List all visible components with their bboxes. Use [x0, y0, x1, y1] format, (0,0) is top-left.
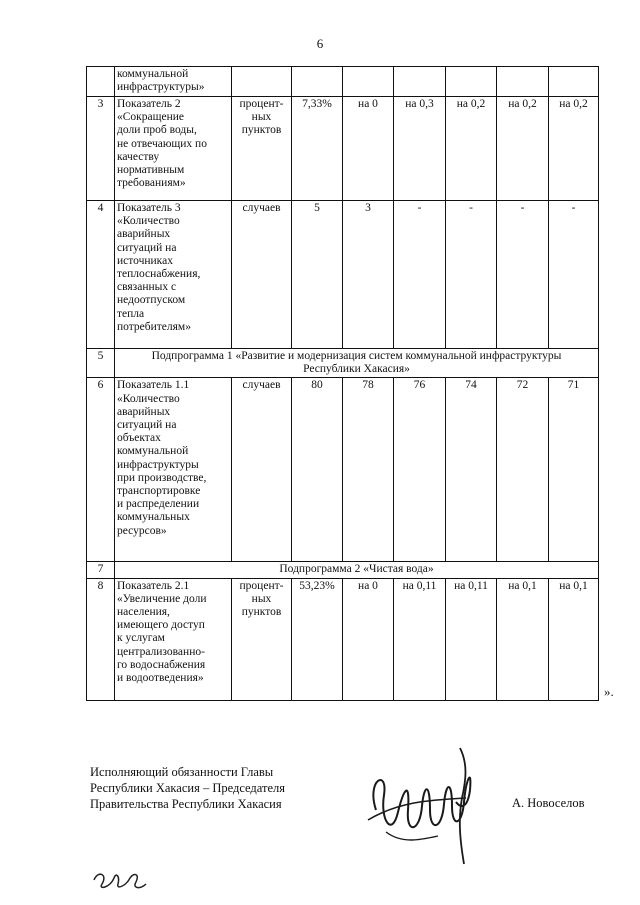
unit-line: ных [251, 592, 272, 605]
value-cell [497, 67, 549, 97]
value-cell: на 0,11 [394, 578, 446, 700]
value-cell: 78 [343, 378, 394, 562]
signer-name: А. Новоселов [512, 796, 585, 810]
unit-line: пунктов [241, 124, 282, 137]
indicator-name-cell [115, 578, 232, 700]
value-cell: 76 [394, 378, 446, 562]
indicator-name-cell [115, 378, 232, 562]
indicator-name-line: тепла [117, 307, 145, 320]
indicator-name-line: населения, [117, 606, 170, 619]
value-cell [446, 67, 497, 97]
subprogram-title-line: Подпрограмма 1 «Развитие и модернизация систем коммунальной инфраструктуры [151, 350, 562, 362]
table-row [87, 67, 599, 97]
table-row [87, 97, 599, 201]
unit-line: случаев [242, 379, 281, 392]
row-number-cell: 6 [87, 378, 115, 562]
indicator-name-line: аварийных [117, 405, 171, 418]
indicator-name-line: инфраструктуры [117, 458, 199, 471]
row-number-cell: 7 [87, 562, 115, 578]
indicator-name-line: коммунальной [117, 445, 189, 458]
value-cell: - [497, 201, 549, 349]
value-cell: 5 [292, 201, 343, 349]
value-cell: на 0,1 [549, 578, 599, 700]
indicator-name-line: объектах [117, 432, 161, 445]
value-cell: - [549, 201, 599, 349]
indicator-name-line: централизованно- [117, 645, 205, 658]
indicator-name-line: при производстве, [117, 471, 207, 484]
value-cell: - [446, 201, 497, 349]
value-cell: 71 [549, 378, 599, 562]
signature-title-block [90, 764, 285, 812]
table-row [87, 578, 599, 700]
indicator-name-line: аварийных [117, 228, 171, 241]
indicator-name-line: транспортировке [117, 485, 201, 498]
value-cell: на 0,11 [446, 578, 497, 700]
row-number-cell: 4 [87, 201, 115, 349]
value-cell: - [394, 201, 446, 349]
indicator-name-line: недоотпуском [117, 294, 186, 307]
indicator-name-line: не отвечающих по [117, 137, 207, 150]
value-cell: 74 [446, 378, 497, 562]
value-cell [394, 67, 446, 97]
value-cell: 3 [343, 201, 394, 349]
indicator-name-line: «Сокращение [117, 111, 184, 124]
indicator-name-line: «Увеличение доли [117, 592, 207, 605]
unit-line: ных [251, 111, 272, 124]
table-row [87, 349, 599, 378]
indicator-name-line: Показатель 1.1 [117, 379, 190, 392]
unit-line: процент- [239, 579, 284, 592]
value-cell [549, 67, 599, 97]
indicator-name-cell [115, 201, 232, 349]
value-cell [292, 67, 343, 97]
unit-line: случаев [242, 202, 281, 214]
subprogram-title-line: Республики Хакасия» [303, 363, 410, 376]
value-cell: 53,23% [292, 578, 343, 700]
table-row [87, 201, 599, 349]
value-cell: на 0,2 [497, 97, 549, 201]
indicator-name-line: Показатель 2 [117, 98, 181, 110]
page-number: 6 [316, 36, 324, 51]
subprogram-title-cell [115, 349, 599, 378]
indicator-name-line: Показатель 2.1 [117, 579, 190, 592]
indicator-name-line: ситуаций на [117, 419, 177, 432]
row-number-cell: 5 [87, 349, 115, 378]
table-row [87, 378, 599, 562]
indicator-name-line: коммунальных [117, 511, 190, 524]
value-cell: 7,33% [292, 97, 343, 201]
indicator-name-line: нормативным [117, 164, 185, 177]
subprogram-title-cell [115, 562, 599, 578]
row-number-cell [87, 67, 115, 97]
value-cell: 72 [497, 378, 549, 562]
indicator-name-line: го водоснабжения [117, 658, 206, 671]
unit-line: процент- [239, 98, 284, 110]
subprogram-title-line: Подпрограмма 2 «Чистая вода» [279, 563, 434, 576]
handwritten-initials [90, 866, 150, 894]
handwritten-signature [358, 740, 508, 870]
indicator-name-line: «Количество [117, 215, 180, 228]
indicator-name-line: потребителям» [117, 320, 191, 333]
table-row [87, 562, 599, 578]
unit-cell [232, 201, 292, 349]
value-cell: на 0 [343, 97, 394, 201]
closing-quote: ». [604, 684, 614, 699]
unit-cell [232, 97, 292, 201]
indicator-name-line: связанных с [117, 281, 177, 294]
unit-line: пунктов [241, 606, 282, 619]
indicator-name-line: качеству [117, 150, 160, 163]
value-cell: на 0,3 [394, 97, 446, 201]
value-cell: на 0,1 [497, 578, 549, 700]
indicator-name-line: инфраструктуры» [117, 81, 205, 94]
indicator-name-line: требованиям» [117, 177, 186, 190]
row-number-cell: 8 [87, 578, 115, 700]
indicator-name-line: и водоотведения» [117, 672, 204, 685]
indicator-name-line: ресурсов» [117, 524, 167, 537]
indicator-name-line: имеющего доступ [117, 619, 205, 632]
signature-title-line-1: Исполняющий обязанности Главы [90, 765, 274, 779]
indicator-name-cell [115, 67, 232, 97]
indicator-name-line: к услугам [117, 632, 165, 645]
value-cell: на 0 [343, 578, 394, 700]
value-cell [343, 67, 394, 97]
indicator-name-line: «Количество [117, 392, 180, 405]
indicator-name-line: и распределении [117, 498, 200, 511]
value-cell: 80 [292, 378, 343, 562]
unit-cell [232, 67, 292, 97]
unit-cell [232, 578, 292, 700]
indicator-name-line: Показатель 3 [117, 202, 181, 214]
row-number-cell: 3 [87, 97, 115, 201]
indicator-name-line: коммунальной [117, 68, 189, 80]
indicator-name-line: ситуаций на [117, 241, 177, 254]
signature-title-line-3: Правительства Республики Хакасия [90, 797, 282, 811]
value-cell: на 0,2 [549, 97, 599, 201]
indicator-name-line: теплоснабжения, [117, 268, 201, 281]
indicator-name-line: доли проб воды, [117, 124, 197, 137]
signature-title-line-2: Республики Хакасия – Председателя [90, 781, 286, 795]
indicator-name-line: источниках [117, 254, 173, 267]
indicator-name-cell [115, 97, 232, 201]
indicators-table [86, 66, 599, 701]
unit-cell [232, 378, 292, 562]
value-cell: на 0,2 [446, 97, 497, 201]
